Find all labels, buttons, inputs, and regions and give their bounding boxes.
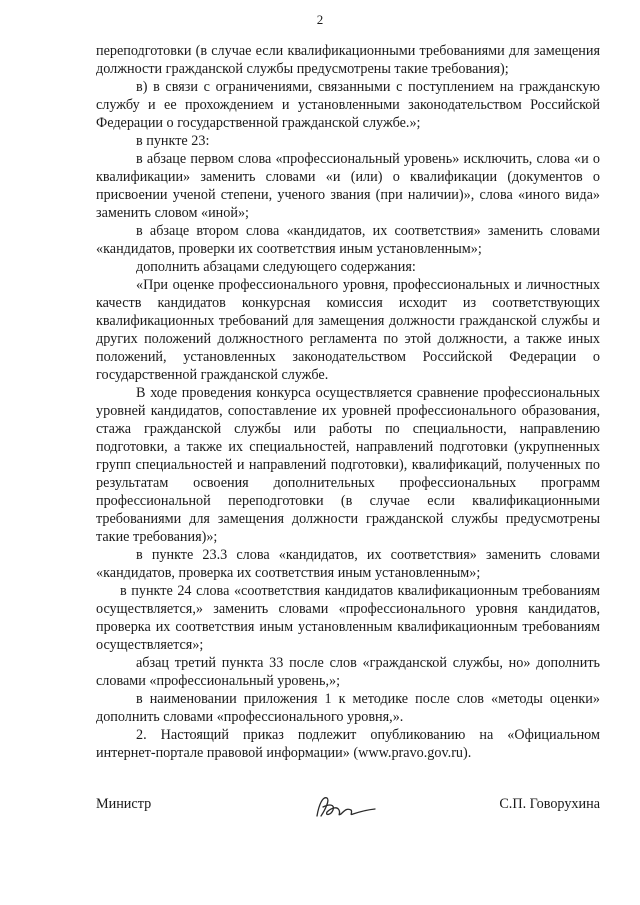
paragraph-9: в пункте 23.3 слова «кандидатов, их соответствия» заменить словами «кандидатов, проверка их соответствия иным установленным»;: [96, 547, 600, 581]
paragraph-2: в) в связи с ограничениями, связанными с поступлением на гражданскую службу и ее прохождением и установленными законодательством Российской Федерации о государственной гражданской службе.»;: [96, 79, 600, 131]
signature-block: [96, 790, 600, 830]
page-number: 2: [316, 12, 324, 27]
signatory-title: Министр: [96, 796, 152, 812]
handwritten-signature: [311, 790, 381, 826]
paragraph-3: в пункте 23:: [136, 133, 210, 149]
paragraph-7: «При оценке профессионального уровня, профессиональных и личностных качеств кандидатов конкурсная комиссия исходит из соответствующих квалификационных требований для замещения должности гражданской службы и других положений должностного регламента по этой должности, а также иных положений, установленных законодательством Российской Федерации о государственной гражданской службе.: [96, 277, 600, 383]
paragraph-1: переподготовки (в случае если квалификационными требованиями для замещения должности гражданской службы предусмотрены такие требования);: [96, 43, 600, 77]
paragraph-5: в абзаце втором слова «кандидатов, их соответствия» заменить словами «кандидатов, проверки их соответствия иным установленным»;: [96, 223, 600, 257]
paragraph-11: абзац третий пункта 33 после слов «гражданской службы, но» дополнить словами «профессиональный уровень,»;: [96, 655, 600, 689]
paragraph-4: в абзаце первом слова «профессиональный уровень» исключить, слова «и о квалификации» заменить словами «и (или) о квалификации (документов о присвоении ученой степени, ученого звания (при наличии)», слова «иного вида» заменить словом «иной»;: [96, 151, 600, 221]
document-body: [96, 42, 600, 762]
paragraph-8: В ходе проведения конкурса осуществляется сравнение профессиональных уровней кандидатов, сопоставление их уровней профессионального образования, стажа гражданской службы или работы по специальности, направлению подготовки, а также их специальностей, направлений подготовки (укрупненных групп специальностей и направлений подготовки), квалификаций, полученных по результатам освоения дополнительных профессиональных программ профессиональной переподготовки (в случае если квалификационными требованиями для замещения должности гражданской службы предусмотрены такие требования)»;: [96, 385, 600, 545]
paragraph-13: 2. Настоящий приказ подлежит опубликованию на «Официальном интернет-портале правовой информации» (www.pravo.gov.ru).: [96, 727, 600, 761]
paragraph-12: в наименовании приложения 1 к методике после слов «методы оценки» дополнить словами «профессионального уровня,».: [96, 691, 600, 725]
paragraph-10: в пункте 24 слова «соответствия кандидатов квалификационным требованиям осуществляется,» заменить словами «профессионального уровня кандидатов, проверка их соответствия иным установленным квалификационным требованиям осуществляется»;: [96, 583, 600, 653]
signatory-name: С.П. Говорухина: [499, 796, 600, 812]
paragraph-6: дополнить абзацами следующего содержания:: [136, 259, 416, 275]
